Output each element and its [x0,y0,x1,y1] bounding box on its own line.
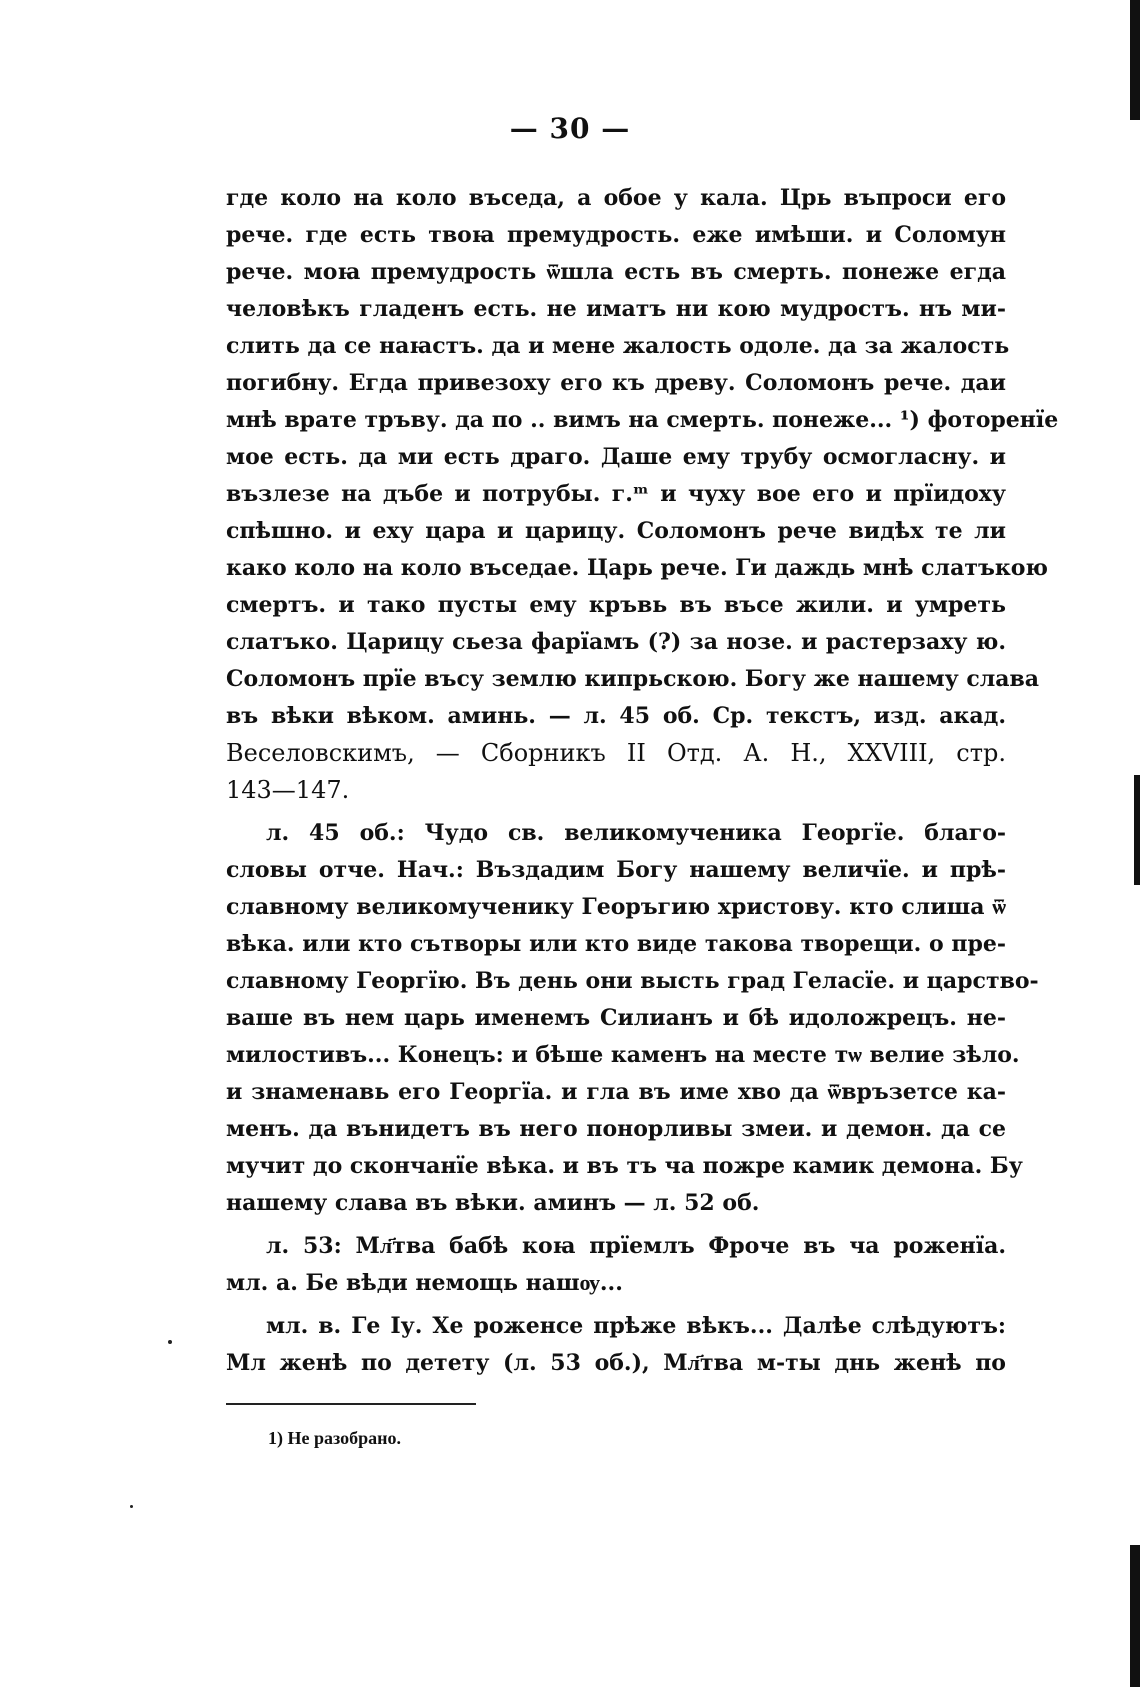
scan-speck [168,1340,172,1344]
text-line: словы отче. Нач.: Въздадим Богу нашему величїе. и прѣ- [226,857,1006,883]
footnote-rule [226,1403,476,1405]
text-line: ваше въ нем царь именемъ Силианъ и бѣ идоложрецъ. не- [226,1005,1006,1031]
text-line: слатъко. Царицу сьеза фарїамъ (?) за нозе. и растерзаху ю. [226,629,1006,655]
text-line: мл. а. Бе вѣди немощь нашѹ... [226,1270,623,1296]
text-line: мое есть. да ми есть драго. Даше ему трубу осмогласну. и [226,444,1006,470]
text-line: менъ. да вънидетъ въ него понорливы змеи. и демон. да се [226,1116,1006,1142]
text-line: Соломонъ прїе въсу землю кипрьскою. Богу же нашему слава [226,666,1040,692]
text-line: вѣка. или кто сътворы или кто виде такова творещи. о пре- [226,931,1006,957]
scan-edge-middle [1134,775,1140,885]
text-line: спѣшно. и еху цара и царицу. Соломонъ рече видѣх те ли [226,518,1006,544]
text-line: възлезе на дъбе и потрубы. г.ᵐ и чуху вое его и прїидоху [226,481,1006,507]
text-line: славному великомученику Георъгию христову. кто слиша ѿ [226,894,1006,920]
text-line: 143—147. [226,776,350,804]
text-line: слить да се наꙗстъ. да и мене жалость одоле. да за жалость [226,333,1010,359]
body-text [226,180,1059,1382]
text-line: въ вѣки вѣком. аминь. — л. 45 об. Ср. текстъ, изд. акад. [226,703,1006,729]
text-line: славному Георгїю. Въ день они высть град Геласїе. и царство- [226,968,1039,994]
text-line: смертъ. и тако пусты ему кръвь въ въсе жили. и умреть [226,592,1006,618]
text-line: человѣкъ гладенъ есть. не иматъ ни кою мудростъ. нъ ми- [226,296,1006,322]
text-line: Веселовскимъ, — Сборникъ II Отд. А. Н., XXVIII, стр. [226,739,1006,767]
scan-speck [130,1505,133,1508]
text-line: и знаменавь его Георгїа. и гла въ име хво да ѿвръзетсе ка- [226,1079,1006,1105]
text-line: мучит до скончанїе вѣка. и въ тъ ча пожре камик демона. Бу [226,1153,1023,1179]
footnote: 1) Не разобрано. [268,1428,402,1448]
text-line: милостивъ... Конецъ: и бѣше каменъ на месте тѡ велие зѣло. [226,1042,1020,1068]
page-number: — 30 — [509,112,631,145]
text-line: Мл женѣ по детету (л. 53 об.), Мл҃тва м-ты днь женѣ по [226,1350,1006,1376]
text-line: мнѣ врате тръву. да по .. вимъ на смерть. понеже... ¹) фоторенїе [226,407,1059,433]
text-line: л. 45 об.: Чудо св. великомученика Георгїе. благо- [266,820,1006,846]
text-line: погибну. Егда привезоху его къ древу. Соломонъ рече. даи [226,370,1006,396]
text-line: мл. в. Ге Іу. Хе роженсе прѣже вѣкъ... Далѣе слѣдуютъ: [266,1313,1006,1339]
text-line: л. 53: Мл҃тва бабѣ коꙗ прїемлъ Фроче въ ча роженїа. [266,1233,1006,1259]
scan-edge-bottom [1130,1545,1140,1687]
text-line: рече. моꙗ премудрость ѿшла есть въ смерть. понеже егда [226,259,1006,285]
text-line: како коло на коло въседае. Царь рече. Ги даждь мнѣ слатъкою [226,555,1048,581]
text-line: рече. где есть твоꙗ премудрость. еже имѣши. и Соломун [226,222,1006,248]
text-line: где коло на коло въседа, а обое у кала. Црь въпроси его [226,185,1006,211]
text-line: нашему слава въ вѣки. аминъ — л. 52 об. [226,1190,760,1216]
scan-edge-top [1130,0,1140,120]
